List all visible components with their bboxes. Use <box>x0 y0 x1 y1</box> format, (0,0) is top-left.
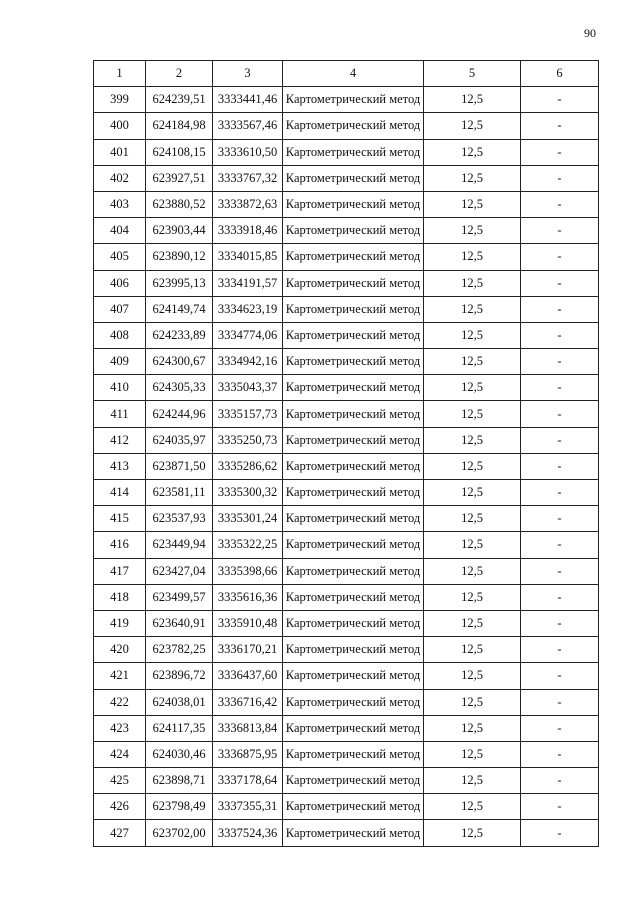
method-cell: Картометрический метод <box>283 375 424 401</box>
table-row <box>94 244 599 270</box>
accuracy-cell: 12,5 <box>424 820 521 846</box>
table-row <box>94 401 599 427</box>
y-coordinate-cell: 3335300,32 <box>213 480 283 506</box>
note-cell: - <box>521 218 599 244</box>
accuracy-cell: 12,5 <box>424 610 521 636</box>
method-cell: Картометрический метод <box>283 715 424 741</box>
note-cell: - <box>521 584 599 610</box>
table-row <box>94 87 599 113</box>
method-cell: Картометрический метод <box>283 427 424 453</box>
x-coordinate-cell: 624117,35 <box>146 715 213 741</box>
y-coordinate-cell: 3333567,46 <box>213 113 283 139</box>
note-cell: - <box>521 558 599 584</box>
point-number-cell: 402 <box>94 165 146 191</box>
point-number-cell: 426 <box>94 794 146 820</box>
method-cell: Картометрический метод <box>283 296 424 322</box>
accuracy-cell: 12,5 <box>424 453 521 479</box>
method-cell: Картометрический метод <box>283 610 424 636</box>
point-number-cell: 420 <box>94 637 146 663</box>
accuracy-cell: 12,5 <box>424 637 521 663</box>
x-coordinate-cell: 624184,98 <box>146 113 213 139</box>
y-coordinate-cell: 3335398,66 <box>213 558 283 584</box>
point-number-cell: 419 <box>94 610 146 636</box>
point-number-cell: 414 <box>94 480 146 506</box>
y-coordinate-cell: 3337355,31 <box>213 794 283 820</box>
note-cell: - <box>521 768 599 794</box>
table-row <box>94 165 599 191</box>
y-coordinate-cell: 3337524,36 <box>213 820 283 846</box>
x-coordinate-cell: 624035,97 <box>146 427 213 453</box>
table-row <box>94 794 599 820</box>
table-row <box>94 532 599 558</box>
y-coordinate-cell: 3333872,63 <box>213 191 283 217</box>
x-coordinate-cell: 623581,11 <box>146 480 213 506</box>
note-cell: - <box>521 480 599 506</box>
method-cell: Картометрический метод <box>283 532 424 558</box>
method-cell: Картометрический метод <box>283 768 424 794</box>
point-number-cell: 401 <box>94 139 146 165</box>
note-cell: - <box>521 715 599 741</box>
table-row <box>94 139 599 165</box>
note-cell: - <box>521 165 599 191</box>
x-coordinate-cell: 623702,00 <box>146 820 213 846</box>
note-cell: - <box>521 741 599 767</box>
y-coordinate-cell: 3335616,36 <box>213 584 283 610</box>
table-row <box>94 715 599 741</box>
note-cell: - <box>521 191 599 217</box>
point-number-cell: 427 <box>94 820 146 846</box>
header-row <box>94 61 599 87</box>
accuracy-cell: 12,5 <box>424 244 521 270</box>
x-coordinate-cell: 623871,50 <box>146 453 213 479</box>
table-row <box>94 349 599 375</box>
x-coordinate-cell: 623499,57 <box>146 584 213 610</box>
x-coordinate-cell: 623898,71 <box>146 768 213 794</box>
accuracy-cell: 12,5 <box>424 506 521 532</box>
accuracy-cell: 12,5 <box>424 296 521 322</box>
table-row <box>94 741 599 767</box>
y-coordinate-cell: 3335043,37 <box>213 375 283 401</box>
x-coordinate-cell: 624233,89 <box>146 322 213 348</box>
table-row <box>94 453 599 479</box>
y-coordinate-cell: 3335322,25 <box>213 532 283 558</box>
accuracy-cell: 12,5 <box>424 558 521 584</box>
note-cell: - <box>521 244 599 270</box>
x-coordinate-cell: 624244,96 <box>146 401 213 427</box>
point-number-cell: 411 <box>94 401 146 427</box>
note-cell: - <box>521 113 599 139</box>
accuracy-cell: 12,5 <box>424 87 521 113</box>
x-coordinate-cell: 623903,44 <box>146 218 213 244</box>
x-coordinate-cell: 624300,67 <box>146 349 213 375</box>
page-number: 90 <box>584 26 596 40</box>
method-cell: Картометрический метод <box>283 584 424 610</box>
table-row <box>94 322 599 348</box>
method-cell: Картометрический метод <box>283 820 424 846</box>
point-number-cell: 422 <box>94 689 146 715</box>
point-number-cell: 403 <box>94 191 146 217</box>
table-row <box>94 558 599 584</box>
column-header: 6 <box>521 61 599 87</box>
point-number-cell: 412 <box>94 427 146 453</box>
y-coordinate-cell: 3333441,46 <box>213 87 283 113</box>
table-row <box>94 768 599 794</box>
method-cell: Картометрический метод <box>283 244 424 270</box>
method-cell: Картометрический метод <box>283 663 424 689</box>
y-coordinate-cell: 3336875,95 <box>213 741 283 767</box>
y-coordinate-cell: 3336716,42 <box>213 689 283 715</box>
table-row <box>94 637 599 663</box>
note-cell: - <box>521 532 599 558</box>
accuracy-cell: 12,5 <box>424 741 521 767</box>
x-coordinate-cell: 623896,72 <box>146 663 213 689</box>
note-cell: - <box>521 453 599 479</box>
x-coordinate-cell: 624305,33 <box>146 375 213 401</box>
point-number-cell: 413 <box>94 453 146 479</box>
y-coordinate-cell: 3334774,06 <box>213 322 283 348</box>
point-number-cell: 406 <box>94 270 146 296</box>
note-cell: - <box>521 375 599 401</box>
note-cell: - <box>521 663 599 689</box>
table-row <box>94 480 599 506</box>
column-header: 2 <box>146 61 213 87</box>
x-coordinate-cell: 624030,46 <box>146 741 213 767</box>
accuracy-cell: 12,5 <box>424 480 521 506</box>
y-coordinate-cell: 3337178,64 <box>213 768 283 794</box>
note-cell: - <box>521 637 599 663</box>
accuracy-cell: 12,5 <box>424 689 521 715</box>
point-number-cell: 400 <box>94 113 146 139</box>
note-cell: - <box>521 610 599 636</box>
accuracy-cell: 12,5 <box>424 270 521 296</box>
x-coordinate-cell: 623449,94 <box>146 532 213 558</box>
y-coordinate-cell: 3335286,62 <box>213 453 283 479</box>
accuracy-cell: 12,5 <box>424 427 521 453</box>
table-row <box>94 270 599 296</box>
table-row <box>94 375 599 401</box>
accuracy-cell: 12,5 <box>424 113 521 139</box>
note-cell: - <box>521 322 599 348</box>
method-cell: Картометрический метод <box>283 349 424 375</box>
x-coordinate-cell: 623782,25 <box>146 637 213 663</box>
table-body <box>94 87 599 846</box>
point-number-cell: 418 <box>94 584 146 610</box>
method-cell: Картометрический метод <box>283 87 424 113</box>
x-coordinate-cell: 623880,52 <box>146 191 213 217</box>
method-cell: Картометрический метод <box>283 322 424 348</box>
note-cell: - <box>521 87 599 113</box>
column-header: 1 <box>94 61 146 87</box>
y-coordinate-cell: 3336170,21 <box>213 637 283 663</box>
method-cell: Картометрический метод <box>283 113 424 139</box>
table-row <box>94 584 599 610</box>
x-coordinate-cell: 623995,13 <box>146 270 213 296</box>
y-coordinate-cell: 3335301,24 <box>213 506 283 532</box>
y-coordinate-cell: 3335157,73 <box>213 401 283 427</box>
accuracy-cell: 12,5 <box>424 375 521 401</box>
method-cell: Картометрический метод <box>283 794 424 820</box>
point-number-cell: 417 <box>94 558 146 584</box>
point-number-cell: 425 <box>94 768 146 794</box>
table-row <box>94 506 599 532</box>
accuracy-cell: 12,5 <box>424 322 521 348</box>
accuracy-cell: 12,5 <box>424 794 521 820</box>
method-cell: Картометрический метод <box>283 165 424 191</box>
table-row <box>94 218 599 244</box>
table-row <box>94 610 599 636</box>
method-cell: Картометрический метод <box>283 689 424 715</box>
accuracy-cell: 12,5 <box>424 349 521 375</box>
point-number-cell: 404 <box>94 218 146 244</box>
table-row <box>94 296 599 322</box>
x-coordinate-cell: 623427,04 <box>146 558 213 584</box>
point-number-cell: 408 <box>94 322 146 348</box>
method-cell: Картометрический метод <box>283 218 424 244</box>
note-cell: - <box>521 139 599 165</box>
method-cell: Картометрический метод <box>283 480 424 506</box>
point-number-cell: 424 <box>94 741 146 767</box>
note-cell: - <box>521 349 599 375</box>
x-coordinate-cell: 624239,51 <box>146 87 213 113</box>
point-number-cell: 407 <box>94 296 146 322</box>
y-coordinate-cell: 3334623,19 <box>213 296 283 322</box>
x-coordinate-cell: 623890,12 <box>146 244 213 270</box>
y-coordinate-cell: 3336437,60 <box>213 663 283 689</box>
accuracy-cell: 12,5 <box>424 715 521 741</box>
point-number-cell: 405 <box>94 244 146 270</box>
x-coordinate-cell: 624149,74 <box>146 296 213 322</box>
table-row <box>94 191 599 217</box>
method-cell: Картометрический метод <box>283 558 424 584</box>
note-cell: - <box>521 689 599 715</box>
accuracy-cell: 12,5 <box>424 218 521 244</box>
accuracy-cell: 12,5 <box>424 768 521 794</box>
accuracy-cell: 12,5 <box>424 191 521 217</box>
note-cell: - <box>521 401 599 427</box>
accuracy-cell: 12,5 <box>424 532 521 558</box>
method-cell: Картометрический метод <box>283 139 424 165</box>
column-header: 3 <box>213 61 283 87</box>
method-cell: Картометрический метод <box>283 506 424 532</box>
point-number-cell: 399 <box>94 87 146 113</box>
method-cell: Картометрический метод <box>283 637 424 663</box>
y-coordinate-cell: 3334191,57 <box>213 270 283 296</box>
table-row <box>94 427 599 453</box>
method-cell: Картометрический метод <box>283 401 424 427</box>
x-coordinate-cell: 623798,49 <box>146 794 213 820</box>
x-coordinate-cell: 623640,91 <box>146 610 213 636</box>
point-number-cell: 423 <box>94 715 146 741</box>
method-cell: Картометрический метод <box>283 453 424 479</box>
x-coordinate-cell: 623537,93 <box>146 506 213 532</box>
note-cell: - <box>521 270 599 296</box>
y-coordinate-cell: 3333610,50 <box>213 139 283 165</box>
point-number-cell: 416 <box>94 532 146 558</box>
point-number-cell: 410 <box>94 375 146 401</box>
x-coordinate-cell: 624108,15 <box>146 139 213 165</box>
y-coordinate-cell: 3335910,48 <box>213 610 283 636</box>
note-cell: - <box>521 794 599 820</box>
y-coordinate-cell: 3336813,84 <box>213 715 283 741</box>
y-coordinate-cell: 3335250,73 <box>213 427 283 453</box>
accuracy-cell: 12,5 <box>424 165 521 191</box>
y-coordinate-cell: 3333767,32 <box>213 165 283 191</box>
coordinates-table <box>93 60 599 847</box>
point-number-cell: 415 <box>94 506 146 532</box>
accuracy-cell: 12,5 <box>424 663 521 689</box>
table-row <box>94 663 599 689</box>
note-cell: - <box>521 820 599 846</box>
point-number-cell: 409 <box>94 349 146 375</box>
accuracy-cell: 12,5 <box>424 584 521 610</box>
point-number-cell: 421 <box>94 663 146 689</box>
y-coordinate-cell: 3333918,46 <box>213 218 283 244</box>
y-coordinate-cell: 3334015,85 <box>213 244 283 270</box>
note-cell: - <box>521 296 599 322</box>
method-cell: Картометрический метод <box>283 191 424 217</box>
column-header: 5 <box>424 61 521 87</box>
column-header: 4 <box>283 61 424 87</box>
note-cell: - <box>521 427 599 453</box>
accuracy-cell: 12,5 <box>424 139 521 165</box>
table-row <box>94 820 599 846</box>
method-cell: Картометрический метод <box>283 741 424 767</box>
y-coordinate-cell: 3334942,16 <box>213 349 283 375</box>
table-row <box>94 689 599 715</box>
table-row <box>94 113 599 139</box>
note-cell: - <box>521 506 599 532</box>
method-cell: Картометрический метод <box>283 270 424 296</box>
x-coordinate-cell: 623927,51 <box>146 165 213 191</box>
accuracy-cell: 12,5 <box>424 401 521 427</box>
x-coordinate-cell: 624038,01 <box>146 689 213 715</box>
